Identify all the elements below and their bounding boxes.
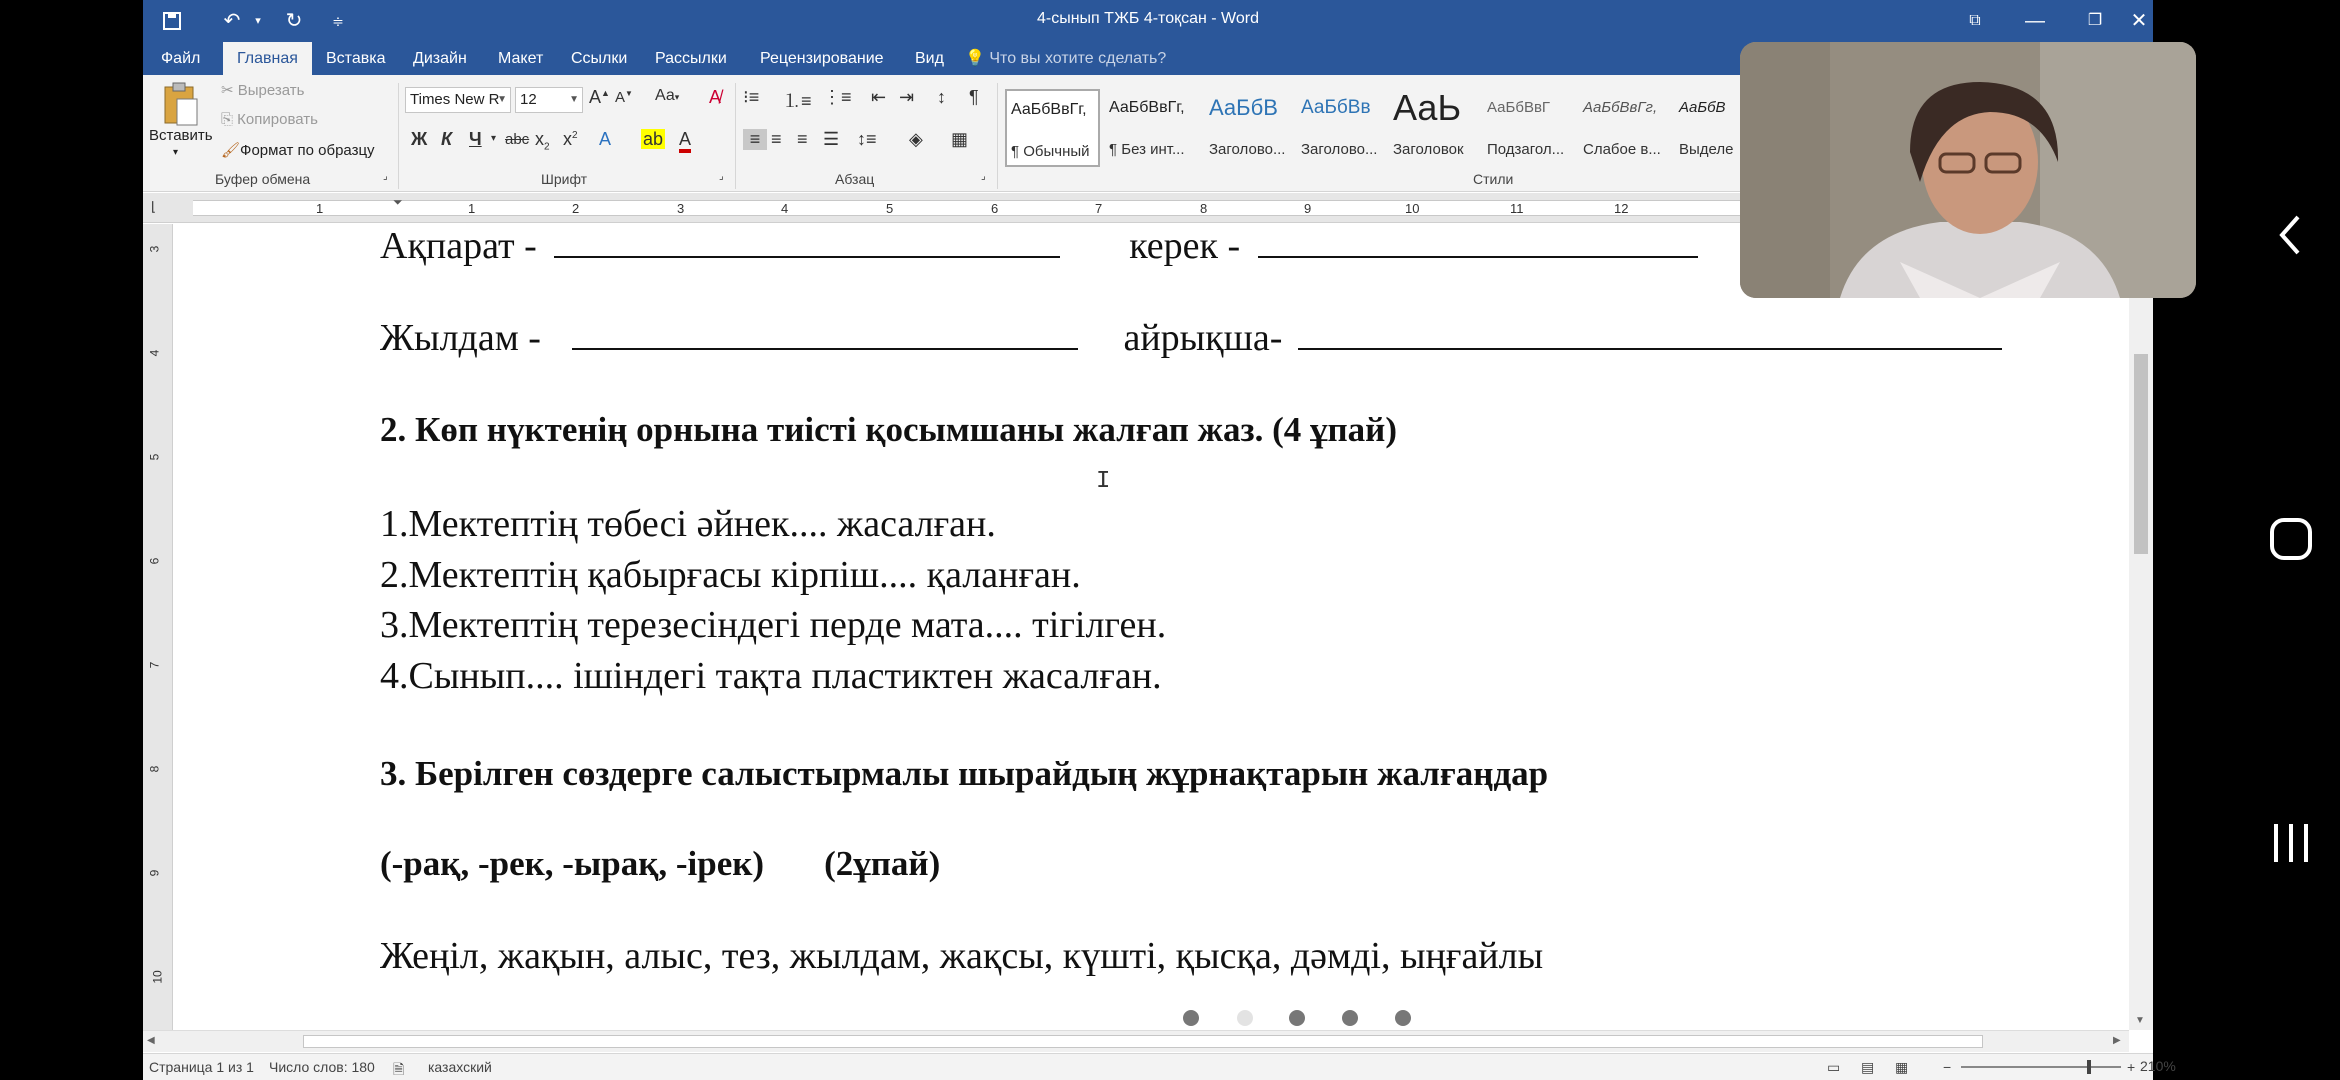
- ruler-number: 1: [468, 201, 476, 216]
- zoom-slider-thumb[interactable]: [2087, 1060, 2091, 1074]
- align-left-icon[interactable]: ≡: [743, 129, 767, 150]
- ribbon-display-icon[interactable]: ⧉: [1969, 12, 1981, 29]
- zoom-level[interactable]: 210%: [2140, 1058, 2176, 1074]
- term-label: Ақпарат -: [380, 225, 537, 267]
- clipboard-launcher-icon[interactable]: ⌟: [383, 171, 388, 182]
- webcam-video[interactable]: [1740, 42, 2196, 298]
- home-icon[interactable]: [2264, 508, 2318, 568]
- sentence-1: 1.Мектептің төбесі әйнек.... жасалған.: [380, 503, 996, 545]
- tab-review[interactable]: Рецензирование: [760, 50, 884, 67]
- customize-icon[interactable]: ≑: [332, 13, 344, 29]
- shading-icon[interactable]: ◈: [909, 129, 923, 149]
- tab-mailings[interactable]: Рассылки: [655, 50, 727, 67]
- page-dot[interactable]: [1289, 1010, 1305, 1026]
- justify-icon[interactable]: ☰: [823, 129, 840, 149]
- styles-group-label: Стили: [1473, 171, 1514, 187]
- ruler-number: 12: [1614, 201, 1629, 216]
- scroll-down-icon[interactable]: ▼: [2135, 1015, 2145, 1026]
- vertical-scrollbar[interactable]: [2129, 224, 2153, 1030]
- ruler-number: 11: [1510, 201, 1524, 216]
- copy-button[interactable]: ⎘ Копировать: [221, 111, 318, 128]
- zoom-slider[interactable]: [1961, 1066, 2121, 1068]
- page-count[interactable]: Страница 1 из 1: [149, 1059, 254, 1075]
- format-painter-button[interactable]: 🖌Формат по образцу: [221, 142, 375, 159]
- paragraph-launcher-icon[interactable]: ⌟: [981, 171, 986, 182]
- web-layout-icon[interactable]: ▦: [1895, 1059, 1909, 1075]
- font-group-label: Шрифт: [541, 171, 588, 187]
- grow-font-icon[interactable]: A▲: [589, 87, 610, 107]
- multilevel-list-icon[interactable]: ⋮≡: [823, 87, 852, 107]
- tab-home[interactable]: Главная: [223, 42, 312, 75]
- close-icon[interactable]: ✕: [2130, 10, 2148, 32]
- font-size-select[interactable]: 12 ▼: [515, 87, 583, 113]
- ruler-number: 6: [991, 201, 999, 216]
- android-nav-bar: [2240, 0, 2340, 1080]
- ruler-number: 9: [1304, 201, 1312, 216]
- ruler-number: 8: [147, 765, 162, 773]
- answer-blank: [1298, 320, 2002, 350]
- style-subtitle[interactable]: АаБбВвГ Подзагол...: [1487, 99, 1565, 158]
- ruler-number: 3: [147, 245, 162, 253]
- sort-icon[interactable]: ↕: [937, 87, 946, 107]
- task-2-heading: 2. Көп нүктенің орнына тиісті қосымшаны жалғап жаз. (4 ұпай): [380, 410, 1397, 449]
- tab-selector-icon[interactable]: ⌊: [151, 199, 157, 214]
- suffix-list: (-рақ, -рек, -ырақ, -ірек): [380, 844, 765, 883]
- points-label: (2ұпай): [824, 844, 941, 883]
- read-mode-icon[interactable]: ▭: [1827, 1059, 1841, 1075]
- task-3-suffixes: [380, 844, 940, 884]
- word-count[interactable]: Число слов: 180: [269, 1059, 375, 1075]
- line-spacing-icon[interactable]: ↕≡: [857, 129, 877, 149]
- horizontal-scrollbar[interactable]: [143, 1030, 2129, 1052]
- chevron-down-icon: ▼: [497, 94, 507, 105]
- page-dot-active[interactable]: [1237, 1010, 1253, 1026]
- show-marks-icon[interactable]: ¶: [969, 87, 979, 107]
- task-3-heading: 3. Берілген сөздерге салыстырмалы шырайдың жұрнақтарын жалғаңдар: [380, 754, 1549, 793]
- undo-icon[interactable]: ↶: [223, 10, 241, 32]
- page-dot[interactable]: [1183, 1010, 1199, 1026]
- ruler-number: 4: [781, 201, 789, 216]
- recents-icon[interactable]: [2264, 812, 2318, 872]
- highlight-icon[interactable]: ab: [643, 129, 664, 149]
- answer-blank: [572, 320, 1078, 350]
- ruler-number: 6: [147, 557, 162, 565]
- chevron-down-icon: ▼: [569, 94, 579, 105]
- style-title[interactable]: АаЬ Заголовок: [1393, 89, 1464, 158]
- ruler-number: 10: [1405, 201, 1420, 216]
- font-name-select[interactable]: Times New R ▼: [405, 87, 511, 113]
- sentence-4: 4.Сынып.... ішіндегі тақта пластиктен жасалған.: [380, 655, 1162, 697]
- ruler-number: 7: [147, 661, 162, 669]
- document-title: 4-сынып ТЖБ 4-тоқсан - Word: [1036, 10, 1259, 27]
- numbering-icon[interactable]: ⒈≡: [783, 91, 812, 111]
- strikethrough-button[interactable]: abc: [505, 131, 530, 148]
- clear-formatting-icon[interactable]: A̸: [709, 87, 722, 107]
- ruler-number: 5: [147, 453, 162, 461]
- change-case-button[interactable]: Аа▾: [655, 87, 680, 104]
- ruler-number: 7: [1095, 201, 1103, 216]
- style-normal[interactable]: АаБбВвГг, ¶ Обычный: [1005, 89, 1100, 167]
- ruler-number: 2: [572, 201, 580, 216]
- tell-me-text: Что вы хотите сделать?: [989, 50, 1167, 67]
- scroll-right-icon[interactable]: ▶: [2113, 1035, 2121, 1046]
- scissors-icon: ✂: [221, 82, 238, 99]
- scrollbar-thumb[interactable]: [2134, 354, 2148, 554]
- back-icon[interactable]: [2264, 205, 2318, 265]
- ruler-number: 9: [147, 869, 162, 877]
- sentence-2: 2.Мектептің қабырғасы кірпіш.... қаланған.: [380, 554, 1081, 596]
- ruler-number: 5: [886, 201, 894, 216]
- page-dot[interactable]: [1395, 1010, 1411, 1026]
- style-heading1[interactable]: АаБбВ Заголово...: [1209, 95, 1286, 158]
- underline-dropdown-icon[interactable]: ▾: [491, 133, 497, 144]
- group-divider: [997, 83, 998, 189]
- tab-design[interactable]: Дизайн: [413, 50, 467, 67]
- term-label: керек -: [1129, 225, 1241, 267]
- increase-indent-icon[interactable]: ⇥: [899, 87, 915, 107]
- tab-references[interactable]: Ссылки: [571, 50, 628, 67]
- italic-button[interactable]: К: [441, 129, 453, 149]
- tab-layout[interactable]: Макет: [498, 50, 544, 67]
- decrease-indent-icon[interactable]: ⇤: [871, 87, 887, 107]
- scroll-left-icon[interactable]: ◀: [147, 1035, 155, 1046]
- group-divider: [398, 83, 399, 189]
- align-right-icon[interactable]: ≡: [797, 129, 808, 149]
- paste-button[interactable]: Вставить: [149, 127, 213, 144]
- tell-me-box[interactable]: [965, 42, 1166, 75]
- term-label: Жылдам -: [380, 317, 541, 359]
- font-launcher-icon[interactable]: ⌟: [719, 171, 724, 182]
- vertical-ruler[interactable]: [143, 224, 173, 1030]
- copy-icon: ⎘: [221, 111, 238, 128]
- print-layout-icon[interactable]: ▤: [1861, 1059, 1875, 1075]
- answer-blank: [1258, 228, 1698, 258]
- fill-line-2: [380, 316, 2002, 360]
- term-label: айрықша-: [1123, 317, 1283, 359]
- zoom-out-button[interactable]: −: [1943, 1059, 1952, 1075]
- style-heading2[interactable]: АаБбВв Заголово...: [1301, 97, 1378, 158]
- borders-icon[interactable]: ▦: [951, 129, 969, 149]
- subscript-icon[interactable]: $x_2$: [535, 129, 550, 153]
- answer-blank: [554, 228, 1060, 258]
- tab-view[interactable]: Вид: [915, 50, 944, 67]
- sentence-3: 3.Мектептің терезесіндегі перде мата.... тігілген.: [380, 604, 1167, 646]
- style-emphasis[interactable]: АаБбВ Выделе: [1679, 99, 1734, 158]
- zoom-in-button[interactable]: +: [2127, 1059, 2136, 1075]
- webcam-image: [1740, 42, 2196, 298]
- undo-dropdown-icon[interactable]: ▾: [255, 15, 261, 27]
- ruler-number: 4: [147, 349, 162, 357]
- superscript-icon[interactable]: $x^2$: [563, 129, 578, 149]
- status-bar: [143, 1053, 2153, 1080]
- bullets-icon[interactable]: ⁝≡: [743, 87, 760, 107]
- group-divider: [735, 83, 736, 189]
- page-dot[interactable]: [1342, 1010, 1358, 1026]
- minimize-icon[interactable]: —: [2025, 10, 2045, 32]
- style-subtle-emphasis[interactable]: АаБбВвГг, Слабое в...: [1583, 99, 1661, 158]
- scrollbar-thumb[interactable]: [303, 1035, 1983, 1048]
- shrink-font-icon[interactable]: A▼: [615, 89, 633, 106]
- restore-icon[interactable]: ❐: [2087, 12, 2103, 29]
- indent-marker-icon[interactable]: ⏷: [393, 195, 403, 209]
- ruler-number: 1: [316, 201, 324, 216]
- paste-icon[interactable]: [161, 81, 201, 133]
- align-center-icon[interactable]: ≡: [771, 129, 782, 149]
- clipboard-group-label: Буфер обмена: [215, 171, 311, 187]
- font-color-icon[interactable]: A: [679, 129, 691, 153]
- style-no-spacing[interactable]: АаБбВвГг, ¶ Без инт...: [1109, 99, 1185, 158]
- language[interactable]: казахский: [428, 1059, 492, 1075]
- lightbulb-icon: 💡: [965, 50, 985, 67]
- redo-icon[interactable]: ↻: [285, 10, 303, 32]
- word-list: Жеңіл, жақын, алыс, тез, жылдам, жақсы, күшті, қысқа, дәмді, ыңғайлы: [380, 935, 1544, 977]
- ruler-number: 3: [677, 201, 685, 216]
- underline-button[interactable]: Ч: [469, 129, 482, 149]
- text-effects-icon[interactable]: A: [599, 129, 612, 149]
- bold-button[interactable]: Ж: [411, 129, 428, 149]
- title-bar: [143, 0, 2153, 42]
- brush-icon: 🖌: [221, 142, 241, 159]
- text-cursor-icon: I: [1096, 468, 1111, 495]
- cut-button[interactable]: ✂ Вырезать: [221, 82, 305, 99]
- ruler-number: 10: [150, 970, 165, 984]
- paste-dropdown-icon[interactable]: ▾: [173, 147, 179, 158]
- tab-file[interactable]: Файл: [161, 50, 201, 67]
- document-page[interactable]: [174, 224, 2129, 1030]
- paragraph-group-label: Абзац: [835, 171, 875, 187]
- tab-insert[interactable]: Вставка: [326, 50, 386, 67]
- proofing-icon[interactable]: 🗎: [393, 1061, 405, 1077]
- fill-line-1: [380, 224, 1698, 268]
- ruler-number: 8: [1200, 201, 1208, 216]
